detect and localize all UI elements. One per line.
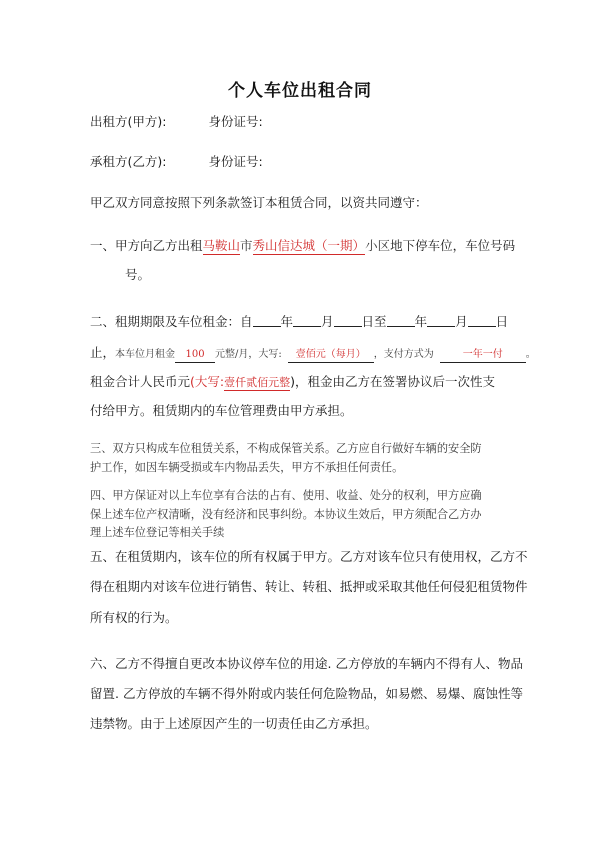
clause4-line2: 保上述车位产权清晰，没有经济和民事纠纷。本协议生效后，甲方须配合乙方办 (90, 508, 482, 521)
clause2-line2 (90, 344, 536, 364)
clause2-line4: 付给甲方。租赁期内的车位管理费由甲方承担。 (90, 403, 353, 418)
lessor-id-label: 身份证号: (208, 114, 263, 129)
end-year-label: 年 (414, 314, 428, 329)
clause1-city-suffix: 市 (240, 238, 253, 253)
clause2-line3 (90, 373, 495, 392)
clause1-suffix-b: 地下停车位，车位号码 (390, 238, 516, 253)
clause2-line2-prefix: 止， (90, 345, 116, 360)
clause5-line2: 得在租期内对该车位进行销售、转让、转租、抵押或采取其他任何侵犯租赁物件 (90, 579, 528, 594)
clause1-line2: 号。 (125, 267, 151, 282)
clause2-line1 (90, 313, 508, 331)
start-day-blank[interactable] (334, 313, 362, 327)
clause5-line3: 所有权的行为。 (90, 610, 178, 625)
lessee-id-label: 身份证号: (208, 154, 263, 169)
payment-method-value[interactable]: 一年一付 (440, 348, 526, 363)
intro-text: 甲乙双方同意按照下列条款签订本租赁合同，以资共同遵守： (90, 195, 428, 210)
end-day-blank[interactable] (468, 313, 496, 327)
monthly-rent-unit: 元整/月，大写: (215, 349, 282, 360)
start-day-to-label: 日至 (361, 314, 387, 329)
end-day-label: 日 (495, 314, 509, 329)
lessor-label: 出租方(甲方): (90, 114, 167, 129)
contract-title: 个人车位出租合同 (228, 81, 372, 101)
start-year-label: 年 (280, 314, 294, 329)
clause6-line3: 违禁物。由于上述原因产生的一切责任由乙方承担。 (90, 716, 378, 731)
clause3-line2: 护工作，如因车辆受损或车内物品丢失，甲方不承担任何责任。 (90, 461, 404, 474)
payment-label: ，支付方式为 (373, 349, 434, 360)
start-month-label: 月 (321, 314, 334, 329)
end-month-label: 月 (455, 314, 468, 329)
lessee-label: 承租方(乙方): (90, 154, 167, 169)
total-words-prefix: (大写: (190, 374, 225, 389)
monthly-rent-value[interactable]: 100 (175, 348, 215, 363)
clause1-prefix: 一、甲方向乙方出租 (90, 238, 203, 253)
clause2-prefix: 二、租期期限及车位租金：自 (90, 314, 253, 329)
clause1-community: 秀山信达城（一期） (252, 238, 366, 253)
monthly-rent-words[interactable]: 壹佰元（每月） (288, 348, 374, 363)
start-year-blank[interactable] (253, 313, 281, 327)
clause6-line1: 六、乙方不得擅自更改本协议停车位的用途. 乙方停放的车辆内不得有人、物品 (90, 656, 523, 671)
total-label: 租金合计人民币元 (90, 374, 191, 389)
lessee-row (90, 153, 263, 171)
lessor-row (90, 113, 263, 131)
total-suffix: )，租金由乙方在签署协议后一次性支 (290, 374, 495, 389)
start-month-blank[interactable] (293, 313, 321, 327)
clause4-line3: 理上述车位登记等相关手续 (90, 526, 225, 539)
clause3-line1: 三、双方只构成车位租赁关系，不构成保管关系。乙方应自行做好车辆的安全防 (90, 442, 482, 455)
end-year-blank[interactable] (387, 313, 415, 327)
total-words: 壹仟贰佰元整 (224, 376, 291, 389)
clause1-suffix-a: 小区 (365, 238, 391, 253)
clause6-line2: 留置. 乙方停放的车辆不得外附或内装任何危险物品，如易燃、易爆、腐蚀性等 (90, 686, 523, 701)
end-month-blank[interactable] (427, 313, 455, 327)
clause4-line1: 四、甲方保证对以上车位享有合法的占有、使用、收益、处分的权利，甲方应确 (90, 489, 482, 502)
payment-end-period: 。 (525, 349, 536, 360)
clause5-line1: 五、在租赁期内，该车位的所有权属于甲方。乙方对该车位只有使用权，乙方不 (90, 549, 528, 564)
monthly-rent-label: 本车位月租金 (115, 349, 176, 360)
clause1-city: 马鞍山 (202, 238, 241, 253)
clause1-line1 (90, 237, 515, 255)
